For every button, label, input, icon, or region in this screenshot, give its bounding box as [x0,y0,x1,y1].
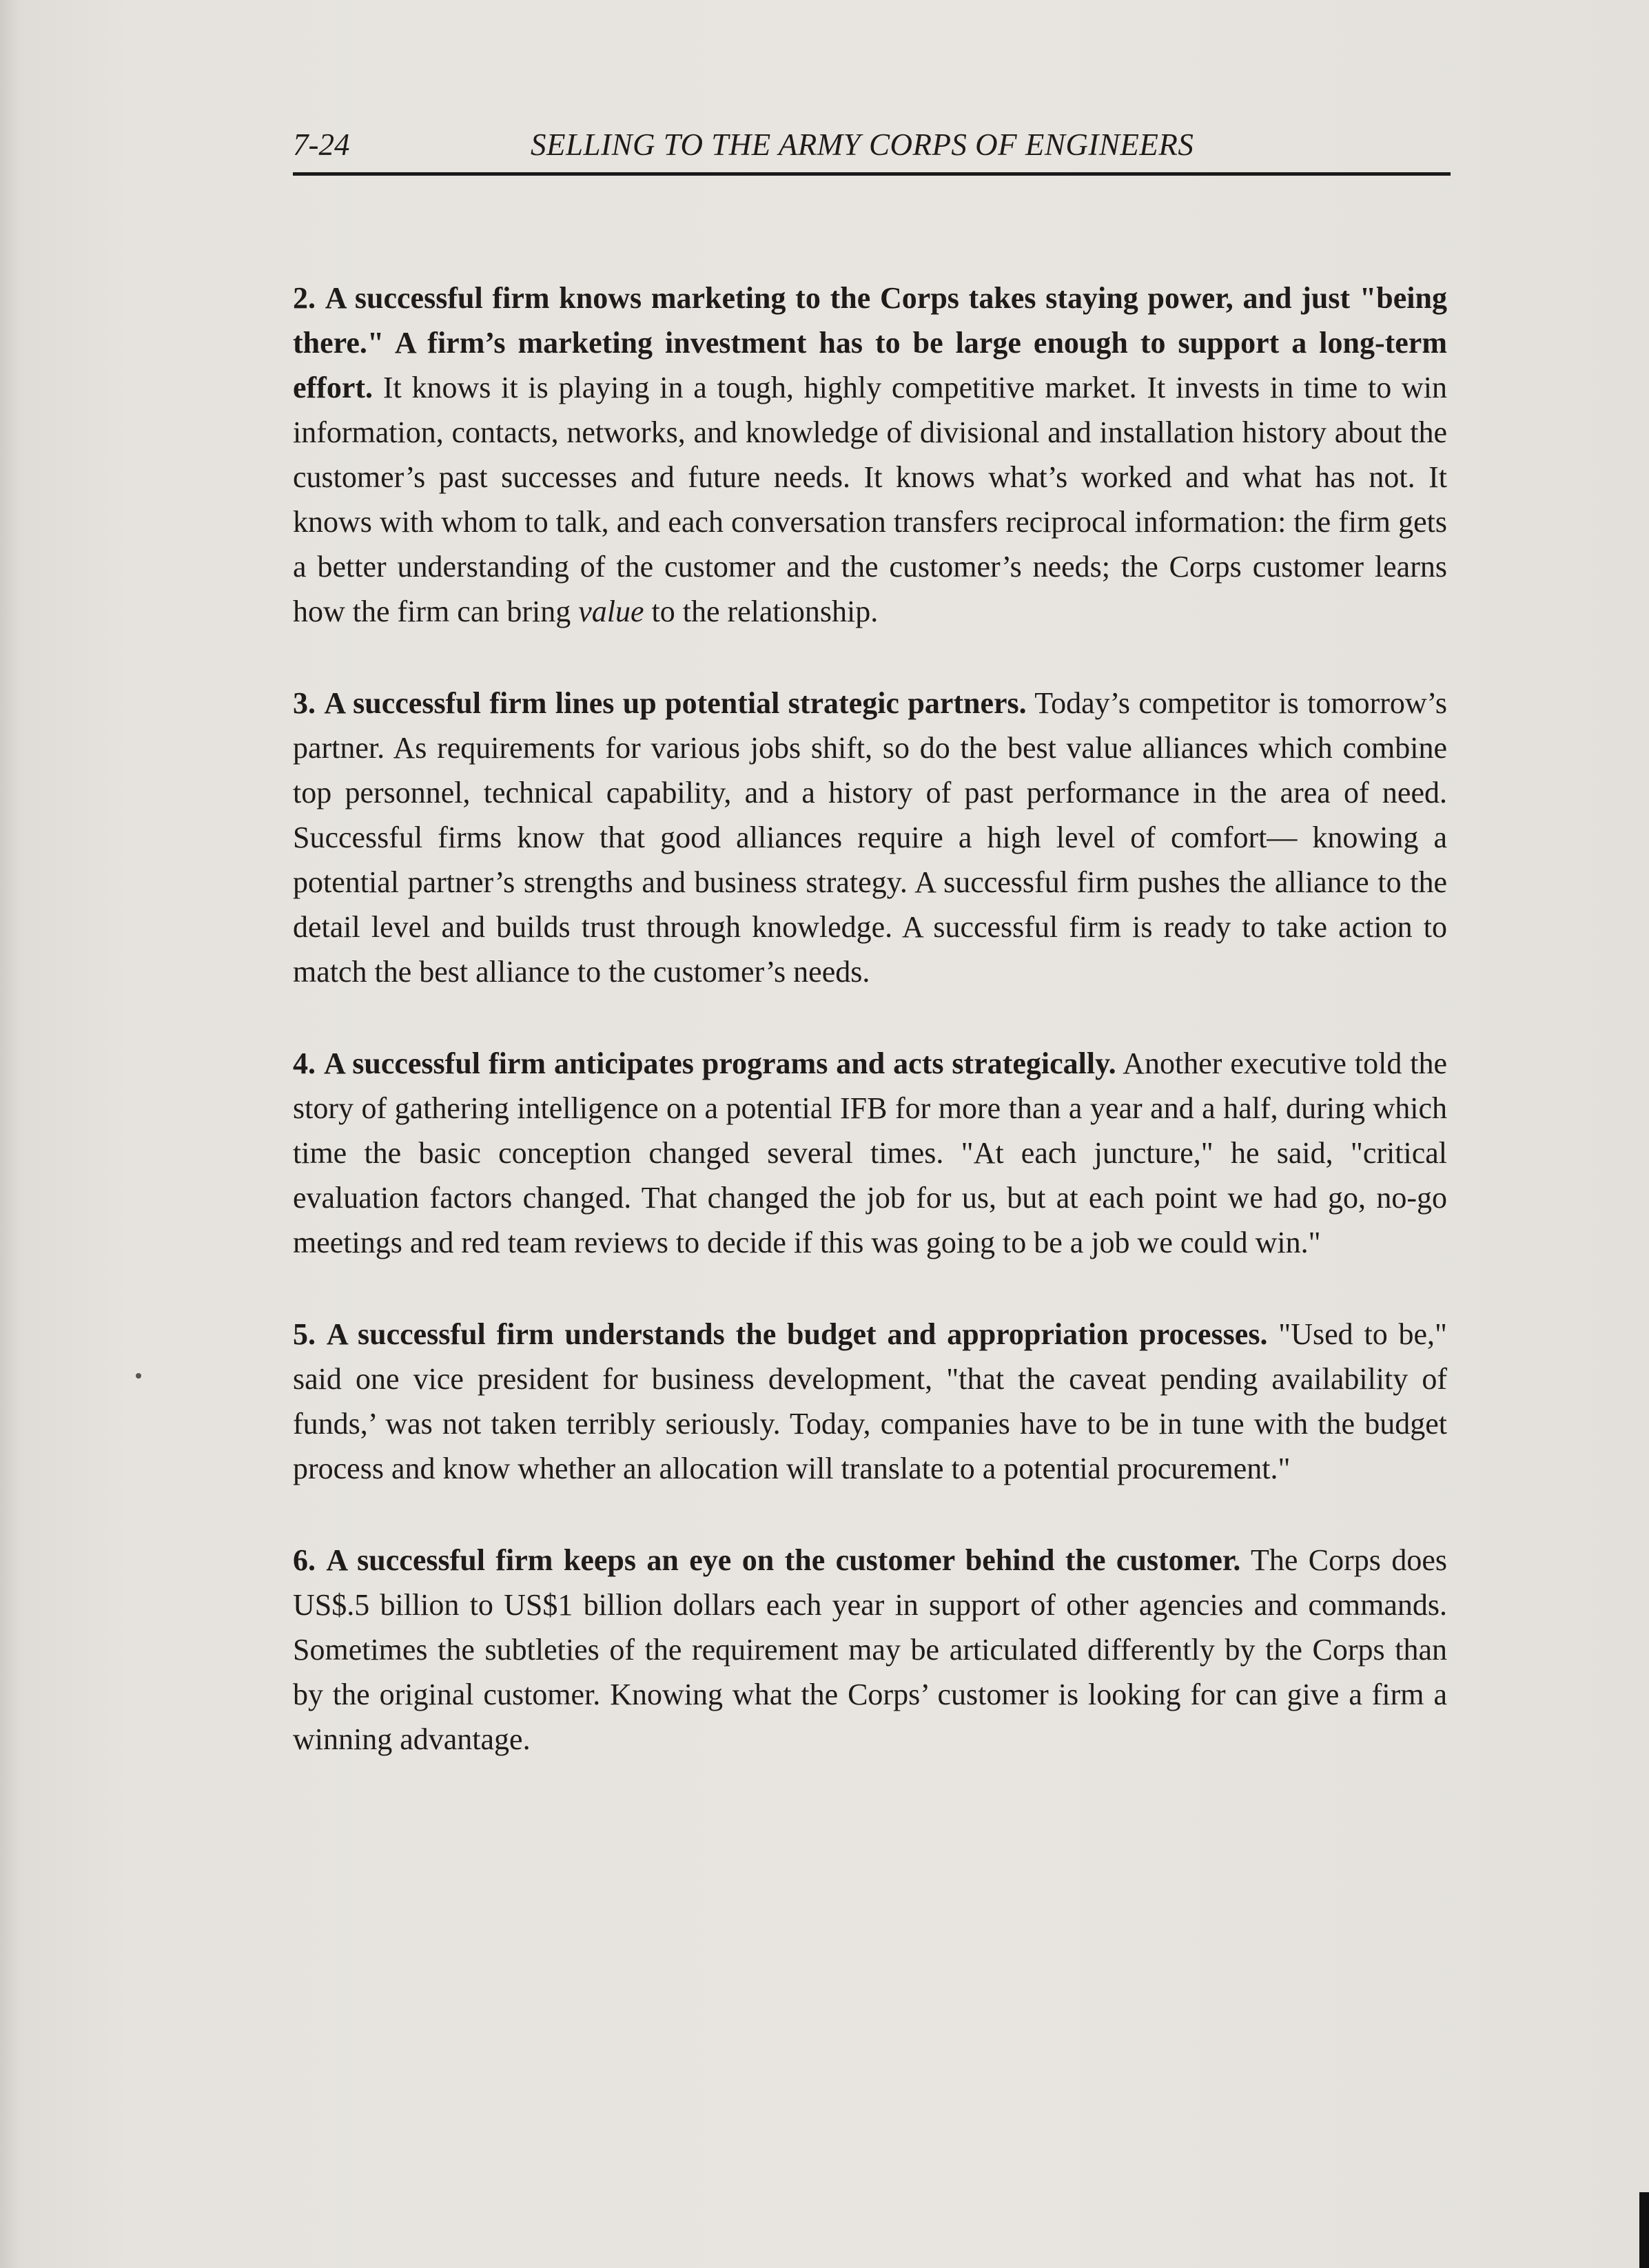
paragraph-item-2 [293,276,1447,634]
item-emphasis: value [578,595,644,628]
item-lead: A successful firm lines up potential strategic partners. [324,686,1027,720]
item-number: 5. [293,1317,316,1351]
paragraph-item-6 [293,1538,1447,1762]
item-tail: to the relationship. [651,595,879,628]
scan-edge-mark [1639,2192,1649,2268]
paragraph-item-3 [293,681,1447,994]
item-body: Today’s competitor is tomorrow’s partner. As requirements for various jobs shift, so do the best value alliances which combine top personnel, technical capability, and a history of past performance in the area of need. Successful firms know that good alliances require a high level of comfort— knowing a potential partner’s strengths and business strategy. A successful firm pushes the alliance to the detail level and builds trust through knowledge. A successful firm is ready to take action to match the best alliance to the customer’s needs. [293,686,1447,989]
item-body: Another executive told the story of gathering intelligence on a potential IFB for more than a year and a half, during which time the basic conception changed several times. "At each juncture," he said, "critical evaluation factors changed. That changed the job for us, but at each point we had go, no-go meetings and red team reviews to decide if this was going to be a job we could win." [293,1047,1448,1259]
page-header [293,124,1451,176]
paragraph-item-5 [293,1312,1447,1491]
item-body: "Used to be," said one vice president for business development, "that the caveat pending availability of funds,’ was not taken terribly seriously. Today, companies have to be in tune with the budget process and know whether an allocation will translate to a potential procurement." [293,1317,1448,1485]
item-body: The Corps does US$.5 billion to US$1 billion dollars each year in support of other agencies and commands. Sometimes the subtleties of the requirement may be articulated differently by the Corps than by the original customer. Knowing what the Corps’ customer is looking for can give a firm a winning advantage. [293,1543,1447,1756]
item-number: 3. [293,686,316,720]
body-text [293,276,1447,1808]
item-lead: A successful firm knows marketing to the Corps takes staying power, and just "being there." A firm’s marketing investment has to be large enough to support a long-term effort. [293,281,1448,404]
page-gutter-shadow [0,0,21,2268]
item-number: 6. [293,1543,316,1577]
running-head: SELLING TO THE ARMY CORPS OF ENGINEERS [531,127,1194,162]
item-body: It knows it is playing in a tough, highly competitive market. It invests in time to win information, contacts, networks, and knowledge of divisional and installation history about the customer’s past successes and future needs. It knows what’s worked and what has not. It knows with whom to talk, and each conversation transfers reciprocal information: the firm gets a better understanding of the customer and the customer’s needs; the Corps customer learns how the firm can bring [293,371,1448,628]
paragraph-item-4 [293,1041,1447,1265]
item-lead: A successful firm anticipates programs and acts strategically. [323,1047,1116,1080]
item-number: 2. [293,281,316,315]
item-number: 4. [293,1047,316,1080]
item-lead: A successful firm understands the budget and appropriation processes. [326,1317,1268,1351]
stray-ink-mark [136,1373,141,1379]
page-number: 7-24 [293,127,350,162]
item-lead: A successful firm keeps an eye on the customer behind the customer. [326,1543,1241,1577]
